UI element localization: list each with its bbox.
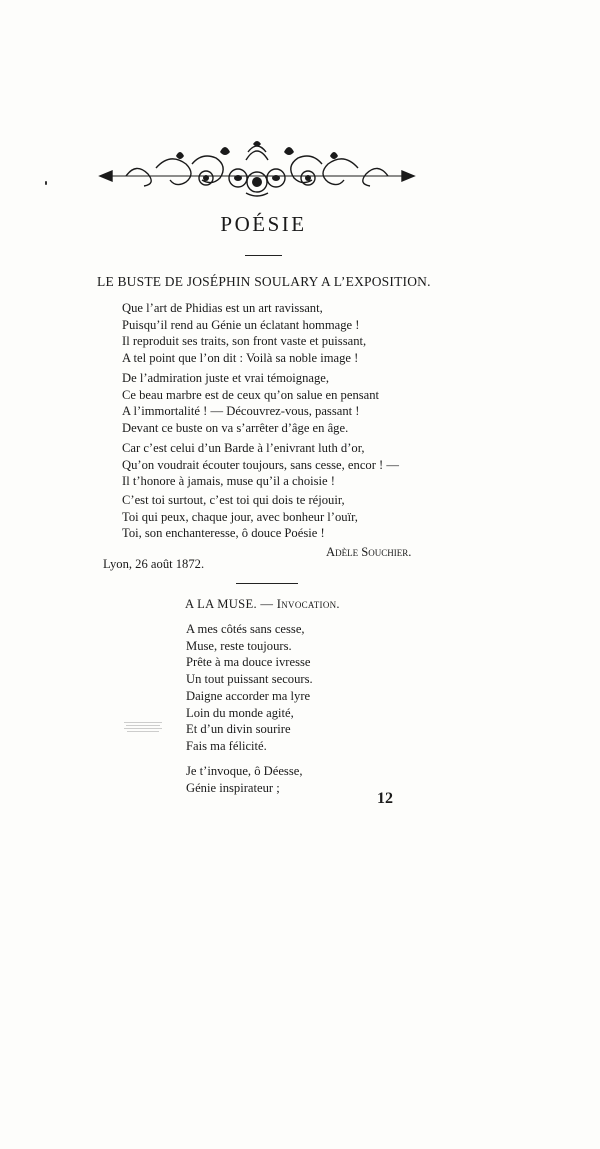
verse-line: Toi, son enchanteresse, ô douce Poésie ! <box>122 526 325 541</box>
stanza <box>122 492 358 542</box>
verse-line: Car c’est celui d’un Barde à l’enivrant luth d’or, <box>122 441 365 455</box>
verse-line: C’est toi surtout, c’est toi qui dois te réjouir, <box>122 493 345 507</box>
stanza <box>122 440 399 490</box>
verse-line: Toi qui peux, chaque jour, avec bonheur l’ouïr, <box>122 509 358 524</box>
page-number: 12 <box>377 790 393 807</box>
verse-line: Ce beau marbre est de ceux qu’on salue en pensant <box>122 387 380 402</box>
verse-line: Devant ce buste on va s’arrêter d’âge en âge. <box>122 421 349 436</box>
floral-ornament-icon <box>96 138 418 198</box>
stanza <box>186 621 313 755</box>
faded-stamp-icon <box>124 720 162 734</box>
verse-line: Puisqu’il rend au Génie un éclatant hommage ! <box>122 317 360 332</box>
poem-divider <box>236 583 298 584</box>
section-title: POÉSIE <box>220 212 307 236</box>
place-date: Lyon, 26 août 1872. <box>103 557 205 571</box>
verse-line: Je t’invoque, ô Déesse, <box>186 764 303 778</box>
verse-line: A tel point que l’on dit : Voilà sa noble image ! <box>122 351 359 366</box>
verse-line: Que l’art de Phidias est un art ravissant, <box>122 301 323 315</box>
verse-line: Loin du monde agité, <box>186 705 294 720</box>
verse-line: A mes côtés sans cesse, <box>186 622 305 636</box>
poem-subtitle: Invocation. <box>276 597 340 611</box>
stanza <box>122 370 379 437</box>
verse-line: De l’admiration juste et vrai témoignage, <box>122 371 330 385</box>
verse-line: Il reproduit ses traits, son front vaste et puissant, <box>122 334 367 349</box>
verse-line: Daigne accorder ma lyre <box>186 688 311 703</box>
verse-line: Muse, reste toujours. <box>186 638 292 653</box>
verse-line: Fais ma félicité. <box>186 738 267 753</box>
verse-line: Prête à ma douce ivresse <box>186 655 311 670</box>
verse-line: Qu’on voudrait écouter toujours, sans cesse, encor ! — <box>122 457 399 472</box>
verse-line: A l’immortalité ! — Découvrez-vous, passant ! <box>122 404 360 419</box>
poem-title-main: A LA MUSE. — <box>185 597 274 611</box>
verse-line: Génie inspirateur ; <box>186 780 280 795</box>
title-divider <box>245 255 282 256</box>
verse-line: Et d’un divin sourire <box>186 722 291 737</box>
poem-title <box>185 597 340 612</box>
verse-line: Un tout puissant secours. <box>186 672 313 687</box>
verse-line: Il t’honore à jamais, muse qu’il a choisie ! <box>122 474 335 489</box>
stanza <box>186 763 302 796</box>
poem-title: LE BUSTE DE JOSÉPHIN SOULARY A L’EXPOSITION. <box>97 274 431 289</box>
author-signature: Adèle Souchier. <box>326 545 412 559</box>
stanza <box>122 300 366 367</box>
ink-speck <box>45 181 47 185</box>
